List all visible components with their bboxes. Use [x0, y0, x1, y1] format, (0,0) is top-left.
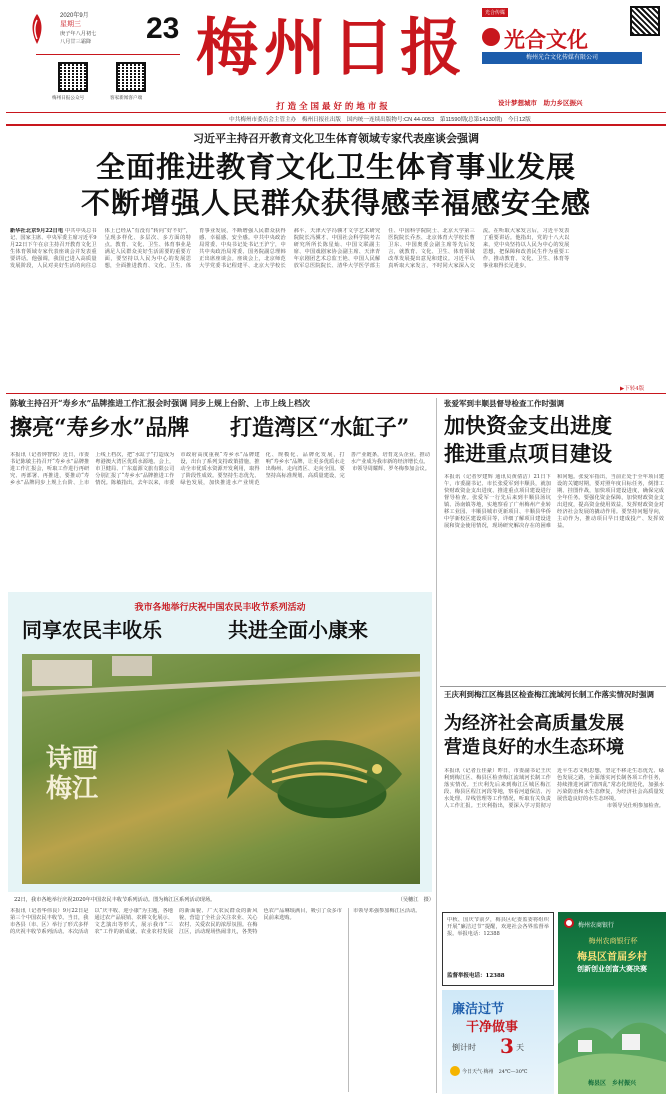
qr-label-2: 客家新闻客户端 [110, 96, 143, 101]
lead-continue[interactable]: ▶下转4版 [620, 386, 645, 392]
sub-headline-2: 营造良好的水生态环境 [444, 737, 624, 758]
mid-right-body [444, 474, 664, 682]
date-box [28, 6, 178, 52]
feature-headline-b: 共进全面小康来 [228, 618, 368, 642]
countdown-label: 倒计时 [452, 1043, 476, 1052]
sub-body-text: 本报讯（记者丘佳豪）昨日，市委副书记王庆利到梅江区、梅县区检查梅江流域河长制工作落实情况。王庆利先后来到梅江区城区梅江段、梅县区程江河段等地，察看河道保洁、污水处理、岸线管理等工作情况，听取有关负责人工作汇报。王庆利指出，要深入学习贯彻习近平生态文明思想，坚定不移走生态优先、绿色发展之路，全面落实河长制各项工作任务，持续推进河湖“清四乱”常态化规范化，加强水污染防治和水生态修复，为经济社会高质量发展营造良好的水生态环境。 [444, 768, 664, 809]
date-line: 2020年9月 [60, 13, 89, 19]
notice-strong: 监督举报电话：12388 [447, 973, 505, 979]
ad-brand: 光合文化 [504, 27, 588, 52]
sub-byline: 市领导吴仕明参加检查。 [606, 803, 664, 809]
feature-caption-text: 22日，我市各地举行庆祝2020年中国农民丰收节系列活动。图为梅江区系列活动现场。 [14, 897, 216, 903]
feature-body-text: 本报讯（记者华伟良）9月22日是第三个中国农民丰收节。当日，我市各县（市、区）举行了形式多样的庆祝丰收节系列活动。本次活动以“庆丰收、迎小康”为主题，各地通过农产品展销、农耕文化展示、文艺演出等形式，展示我市“三农”工作的新成就、农业农村发展的新面貌、广大农民群众的新风貌，营造了全社会关注农业、关心农村、关爱农民的浓厚氛围。在梅江区，活动现场热闹非凡，各类特色农产品琳琅满目，吸引了众多市民前来选购。 [10, 908, 342, 935]
lead-dateline: 新华社北京9月22日电 [10, 228, 64, 234]
bank-logo-icon [564, 918, 574, 928]
lead-headline-2: 不断增强人民群众获得感幸福感安全感 [80, 186, 591, 220]
photo-field-text: 诗画梅江 [46, 744, 99, 804]
mid-left-headline-b: 打造湾区“水缸子” [230, 415, 410, 441]
mid-right-body-text: 本报讯（记者罗建辉 通讯员黄倩洁）21日下午，市委副书记、市长张爱军到丰顺县，就加快财政资金支出进度、推进重点项目建设进行督导检查。张爱军一行先后来到丰顺县汤坑镇、汤南镇等地，实地察看了广州梅州产业转移工业园、丰顺县城市更新项目、丰顺县华侨中学新校区建设项目等，详细了解项目建设进展和资金使用情况，现场研究解决存在的困难和问题。张爱军指出，当前正处于全年项目建设的关键时期，要对照年度目标任务，倒排工期、挂图作战，加快项目建设进度，确保完成全年任务。要强化资金保障，加快财政资金支出进度，提高资金使用效益，发挥财政资金对经济社会发展的撬动作用。要坚持问题导向，主动作为，推动项目早日建成投产、发挥效益。 [444, 474, 664, 529]
promo-box [442, 990, 554, 1094]
banner-subheadline: 创新创业创富大赛决赛 [577, 964, 647, 973]
feature-sidebar-text: 市领导邓强参加梅江区活动。 [353, 908, 421, 914]
masthead-left-rule [36, 54, 180, 55]
weekday: 星期三 [60, 21, 81, 28]
mid-left-kicker: 陈敏主持召开“寿乡水”品牌推进工作汇报会时强调 同步上规上台阶、上市上线上档次 [10, 398, 310, 408]
mid-left-headline-a: 擦亮“寿乡水”品牌 [10, 415, 190, 441]
promo-line-1: 廉洁过节 [452, 1002, 505, 1017]
masthead-rule [6, 112, 666, 113]
newspaper-emblem-icon [28, 12, 46, 46]
mid-left-body [10, 452, 430, 587]
info-rule [6, 124, 666, 126]
masthead-info-line: 中共梅州市委员会主管主办 梅州日报社出版 国内统一连续出版物号:CN 44-0053 第11590期(总第14130期) 今日12版 [229, 117, 531, 123]
feature-sidebar [348, 908, 432, 1092]
ad-slogan: 设计梦想城市 助力乡区振兴 [498, 99, 583, 107]
lead-kicker: 习近平主持召开教育文化卫生体育领域专家代表座谈会强调 [193, 132, 479, 145]
qr-label-1: 梅州日报公众号 [52, 96, 85, 101]
lunar-date-2: 八月廿三霜降 [60, 39, 92, 45]
day-number: 23 [146, 12, 180, 45]
countdown-days: 3 [500, 1034, 514, 1058]
qr-code-2 [116, 62, 146, 92]
newspaper-title: 梅州日报 [195, 11, 468, 84]
notice-box [442, 912, 554, 986]
countdown-unit: 天 [516, 1043, 524, 1052]
banner-headline: 梅县区首届乡村 [577, 952, 647, 963]
masthead [6, 6, 666, 116]
mid-left-body-text: 本报讯（记者钟智锐）近日，市委书记陈敏主持召开“寿乡水”品牌推进工作汇报会，听取工作进行再研究、再部署、再推进，要推动“寿乡水”品牌同步上规上台阶、上市上线上档次，把“水缸子”打造成为粤港澳大湾区优质水源地。会上，市卫健局、广东嘉源文旅有限公司分别汇报了“寿乡水”品牌推进工作情况。陈敏指出，去年以来，市委市政府高度重视“寿乡水”品牌建设，出台了系列支持政策措施，推动全市优质水资源开发利用，取得了阶段性成效。要坚持生态优先、绿色发展，加快推进水产业规范化、规模化、品牌化发展，打响“寿乡水”品牌，让更多优质水走出梅州、走向湾区、走向全国。要坚持高标准规划、高质量建设，完善产业链条，培育龙头企业，推动水产业成为我市新的经济增长点。 [10, 452, 430, 486]
lead-headline-1: 全面推进教育文化卫生体育事业发展 [95, 150, 576, 184]
sub-headline-1: 为经济社会高质量发展 [444, 713, 624, 734]
mid-right-rule [440, 686, 666, 687]
ad-qr-code [630, 6, 660, 36]
feature-block [8, 592, 432, 892]
weather-icon [450, 1066, 460, 1076]
mid-right-headline-1: 加快资金支出进度 [444, 413, 612, 438]
lead-body-text: 中共中央总书记、国家主席、中央军委主席习近平9月22日下午在京主持召开教育文化卫生体育领域专家代表座谈会并发表重要讲话。他强调，我国已进入高质量发展阶段，人民对美好生活的向往总体上已经从“有没有”转向“好不好”，呈现多样化、多层次、多方面的特点。教育、文化、卫生、体育事业是满足人民群众美好生活需要的重要方面，要坚持以人民为中心的发展思想，全面推进教育、文化、卫生、体育事业发展，不断增强人民群众获得感、幸福感、安全感。中共中央政治局常委、中央书记处书记王沪宁，中共中央政治局常委、国务院副总理韩正出席座谈会。座谈会上，北京师范大学党委书记程建平、北京大学校长郝平、天津大学冯骥才文学艺术研究院院长冯骥才、中国社会科学院考古研究所所长陈星灿、中国文联副主席、中国戏剧家协会副主席、天津青年京剧团艺术总监王艳、中国人民解放军总医院院长、清华大学医学部主任、中国科学院院士、北京大学第三医院院长乔杰、北京体育大学校长曹卫东、中国奥委会副主席等先后发言，就教育、文化、卫生、体育领域改革发展提出意见和建议。习近平认真听取大家发言，不时同大家深入交流。在听取大家发言后，习近平发表了重要讲话。他指出，党的十八大以来，党中央坚持以人民为中心的发展思想，把保障和改善民生作为重要工作，推动教育、文化、卫生、体育等事业取得长足进步。 [10, 228, 570, 269]
column-divider [436, 398, 437, 1093]
sub-kicker: 王庆利到梅江区梅县区检查梅江流域河长制工作落实情况时强调 [444, 690, 654, 699]
ad-company: 梅州光合文化传媒有限公司 [525, 54, 598, 61]
feature-body [10, 908, 342, 1092]
feature-kicker: 我市各地举行庆祝中国农民丰收节系列活动 [134, 603, 306, 613]
ad-logo-icon [482, 28, 500, 46]
lead-rule [6, 393, 666, 394]
banner-title: 梅州农商银行杯 [588, 937, 638, 945]
mid-left-byline: 市领导周耀辉、罗冬梅参加会议。 [352, 466, 430, 472]
notice-text: 中秋、国庆节前夕，梅县区纪委监委将组织开展“廉洁过节”提醒，欢迎社会各界监督举报。举报电话：12388 [447, 917, 549, 937]
promo-line-2: 干净做事 [466, 1020, 519, 1035]
bank-banner[interactable] [558, 912, 666, 1094]
lunar-date-1: 庚子年八月初七 [60, 31, 97, 37]
sub-body [444, 768, 664, 908]
masthead-slogan: 打 造 全 国 最 好 的 地 市 报 [276, 102, 388, 112]
ad-top-label: 光合传媒 [482, 8, 508, 17]
masthead-ad [474, 6, 664, 106]
feature-photo [22, 654, 420, 884]
mid-right-headline-2: 推进重点项目建设 [444, 441, 612, 466]
mid-right-kicker: 张爱军到丰顺县督导检查工作时强调 [444, 399, 564, 408]
feature-photo-credit: （吴穗江 摄） [397, 897, 434, 903]
banner-footer: 梅县区 乡村振兴 [587, 1080, 636, 1087]
bank-brand: 梅州农商银行 [578, 922, 615, 929]
qr-code-1 [58, 62, 88, 92]
lead-body [10, 228, 664, 376]
weather-text: 今日天气·梅州 24℃—30℃ [462, 1069, 528, 1075]
feature-caption [14, 896, 434, 903]
ad-company-band [482, 52, 642, 64]
feature-headline-a: 同享农民丰收乐 [22, 618, 162, 642]
